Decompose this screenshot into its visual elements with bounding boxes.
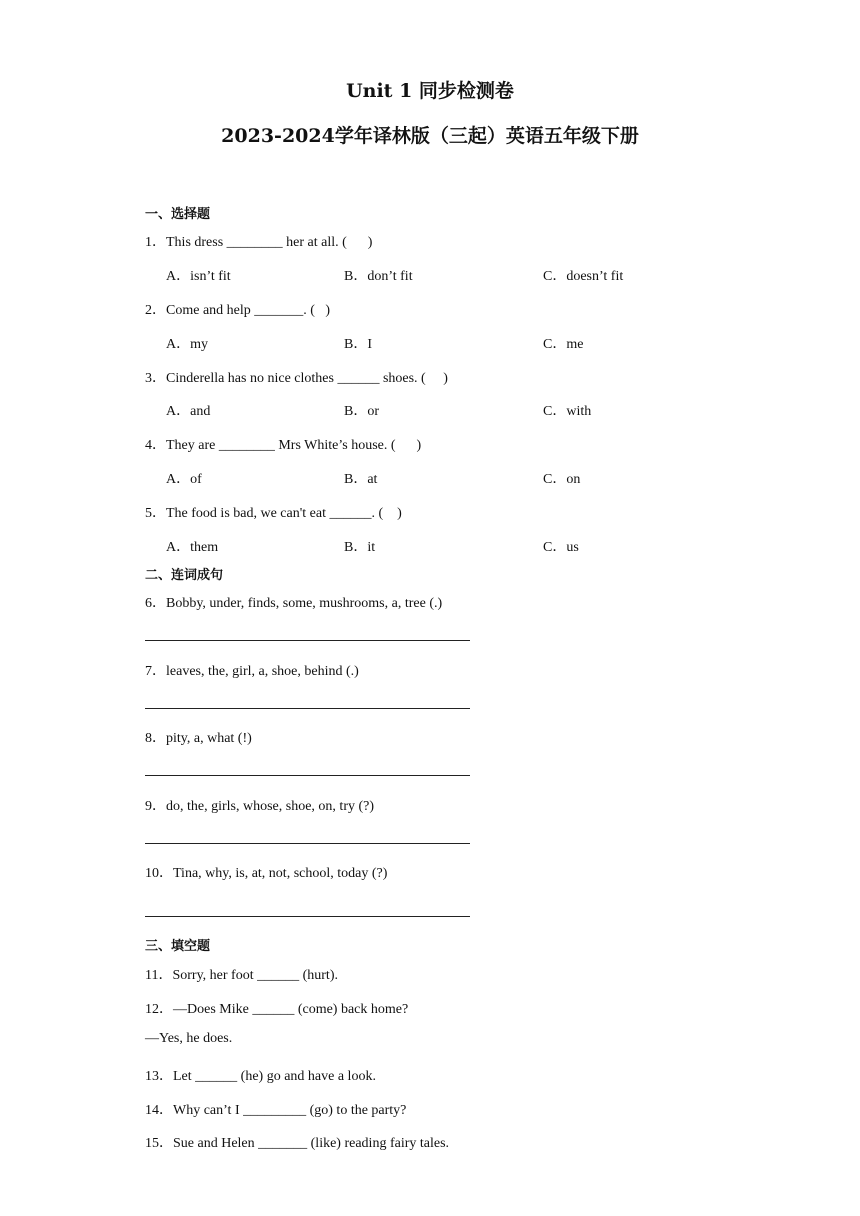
question-9: 9．do, the, girls, whose, shoe, on, try (?) (145, 799, 375, 814)
question-5: 5．The food is bad, we can't eat ______. ( ) (145, 506, 402, 521)
q4-option-b: B．at (344, 472, 378, 487)
q1-option-b: B．don’t fit (344, 269, 413, 284)
q5-option-b: B．it (344, 540, 376, 555)
page-title: Unit 1 同步检测卷 (346, 80, 514, 102)
answer-line-7[interactable] (145, 708, 470, 709)
answer-line-8[interactable] (145, 775, 470, 776)
question-7: 7．leaves, the, girl, a, shoe, behind (.) (145, 664, 359, 679)
q2-option-b: B．I (344, 337, 372, 352)
question-12: 12．—Does Mike ______ (come) back home? (145, 1002, 409, 1017)
question-10: 10．Tina, why, is, at, not, school, today (?) (145, 866, 388, 881)
question-12-answer-line: —Yes, he does. (145, 1031, 233, 1046)
page-subtitle: 2023-2024学年译林版（三起）英语五年级下册 (221, 125, 639, 147)
section-heading-choice: 一、选择题 (145, 207, 211, 222)
question-1: 1．This dress ________ her at all. ( ) (145, 235, 373, 250)
q4-option-c: C．on (543, 472, 581, 487)
question-8: 8．pity, a, what (!) (145, 731, 252, 746)
q1-option-a: A．isn’t fit (166, 269, 231, 284)
q5-option-a: A．them (166, 540, 219, 555)
question-6: 6．Bobby, under, finds, some, mushrooms, a, tree (.) (145, 596, 443, 611)
section-heading-sentence: 二、连词成句 (145, 568, 224, 583)
q3-option-a: A．and (166, 404, 211, 419)
answer-line-10[interactable] (145, 916, 470, 917)
answer-line-9[interactable] (145, 843, 470, 844)
answer-line-6[interactable] (145, 640, 470, 641)
q4-option-a: A．of (166, 472, 202, 487)
question-4: 4．They are ________ Mrs White’s house. ( ) (145, 438, 422, 453)
q3-option-b: B．or (344, 404, 379, 419)
question-14: 14．Why can’t I _________ (go) to the party? (145, 1103, 407, 1118)
q3-option-c: C．with (543, 404, 592, 419)
question-2: 2．Come and help _______. ( ) (145, 303, 331, 318)
q5-option-c: C．us (543, 540, 579, 555)
q2-option-c: C．me (543, 337, 584, 352)
question-3: 3．Cinderella has no nice clothes ______ shoes. ( ) (145, 371, 448, 386)
q1-option-c: C．doesn’t fit (543, 269, 624, 284)
question-13: 13．Let ______ (he) go and have a look. (145, 1069, 376, 1084)
q2-option-a: A．my (166, 337, 208, 352)
question-15: 15．Sue and Helen _______ (like) reading fairy tales. (145, 1136, 450, 1151)
section-heading-fill: 三、填空题 (145, 939, 211, 954)
question-11: 11．Sorry, her foot ______ (hurt). (145, 968, 338, 983)
